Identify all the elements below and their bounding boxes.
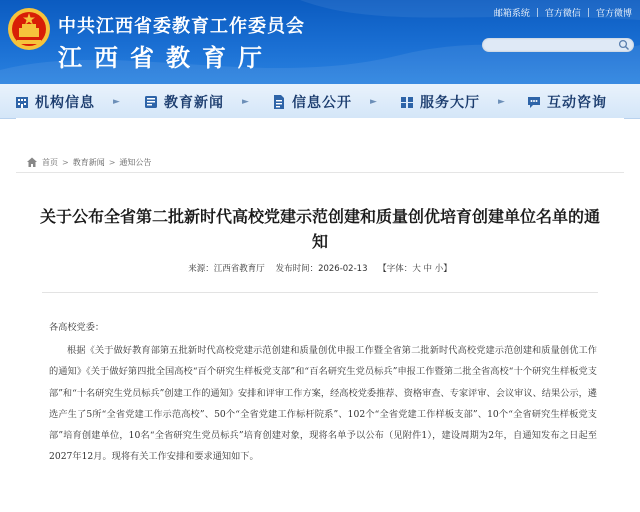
breadcrumb-notices[interactable]: 通知公告 (119, 157, 152, 167)
font-size-label: 【字体： (378, 264, 413, 274)
divider (42, 292, 598, 293)
news-icon (143, 94, 159, 110)
chevron-right-icon: ► (242, 97, 249, 107)
chevron-right-icon: ► (370, 97, 377, 107)
building-icon (14, 94, 30, 110)
nav-item-interactive-consult[interactable] (526, 92, 607, 112)
nav-label: 教育新闻 (164, 95, 224, 111)
nav-item-info-disclosure[interactable] (271, 92, 377, 112)
nav-label: 服务大厅 (420, 95, 480, 111)
document-icon (271, 94, 287, 110)
font-size-end: 】 (443, 264, 452, 274)
article-meta (16, 262, 624, 274)
divider: | (535, 7, 539, 18)
main-nav (0, 84, 640, 119)
breadcrumb (16, 152, 624, 173)
nav-item-education-news[interactable] (143, 92, 249, 112)
breadcrumb-news[interactable]: 教育新闻 (72, 157, 105, 167)
search-box (482, 38, 634, 52)
date-value: 2026-02-13 (318, 264, 368, 274)
chat-icon (526, 94, 542, 110)
date-label: 发布时间： (275, 264, 319, 274)
font-size-large[interactable]: 大 (412, 264, 421, 274)
mail-link[interactable]: 邮箱系统 (493, 9, 530, 19)
search-icon[interactable] (618, 39, 630, 51)
divider: | (586, 7, 590, 18)
article-title: 关于公布全省第二批新时代高校党建示范创建和质量创优培育创建单位名单的通知 (39, 207, 600, 251)
source-label: 来源： (188, 264, 214, 274)
chevron-right-icon: ► (113, 97, 120, 107)
font-size-small[interactable]: 小 (434, 264, 444, 274)
nav-label: 机构信息 (35, 95, 95, 111)
weibo-link[interactable]: 官方微博 (595, 9, 632, 19)
breadcrumb-separator: > (62, 157, 69, 167)
site-header (0, 0, 640, 84)
nav-item-service-hall[interactable] (399, 92, 505, 112)
wechat-link[interactable]: 官方微信 (544, 9, 581, 19)
nav-item-org-info[interactable] (14, 92, 120, 112)
org-name: 中共江西省委教育工作委员会 (58, 16, 305, 37)
home-icon (26, 156, 38, 168)
service-icon (399, 94, 415, 110)
dept-name: 江西省教育厅 (58, 44, 274, 72)
nav-label: 信息公开 (292, 95, 352, 111)
chevron-right-icon: ► (498, 97, 505, 107)
national-emblem-icon (6, 6, 52, 52)
breadcrumb-home[interactable]: 首页 (42, 157, 58, 167)
article-content (16, 118, 624, 512)
source-value: 江西省教育厅 (213, 264, 265, 274)
search-input[interactable] (482, 44, 620, 58)
breadcrumb-separator: > (108, 157, 116, 167)
article-paragraph: 根据《关于做好教育部第五批新时代高校党建示范创建和质量创优申报工作暨全省第二批新时代高校党建示范创建和质量创优工作的通知》《关于做好第四批全国高校“百个研究生样板党支部”和“百名研究生党员标兵”申报工作暨第二批全省高校“十个研究生样板党支部”和“十名研究生党员标兵”创建工作的通知》安排和评审工作方案，经高校党委推荐、资格审查、专家评审、会议审议、结果公示，遴选产生了5所“全省党建工作示范高校”、50个“全省党建工作标杆院系”、102个“全省党建工作样板支部”、10个“全省研究生样板党支部”培育创建单位，10名“全省研究生党员标兵”培育创建对象，现将名单予以公布（见附件1），建设周期为2年，自通知发布之日起至2027年12月。现将有关工作安排和要求通知如下。 (49, 345, 597, 463)
font-size-medium[interactable]: 中 (423, 264, 433, 274)
article-greeting: 各高校党委： (49, 322, 105, 333)
top-links (494, 6, 632, 19)
nav-label: 互动咨询 (547, 95, 607, 111)
